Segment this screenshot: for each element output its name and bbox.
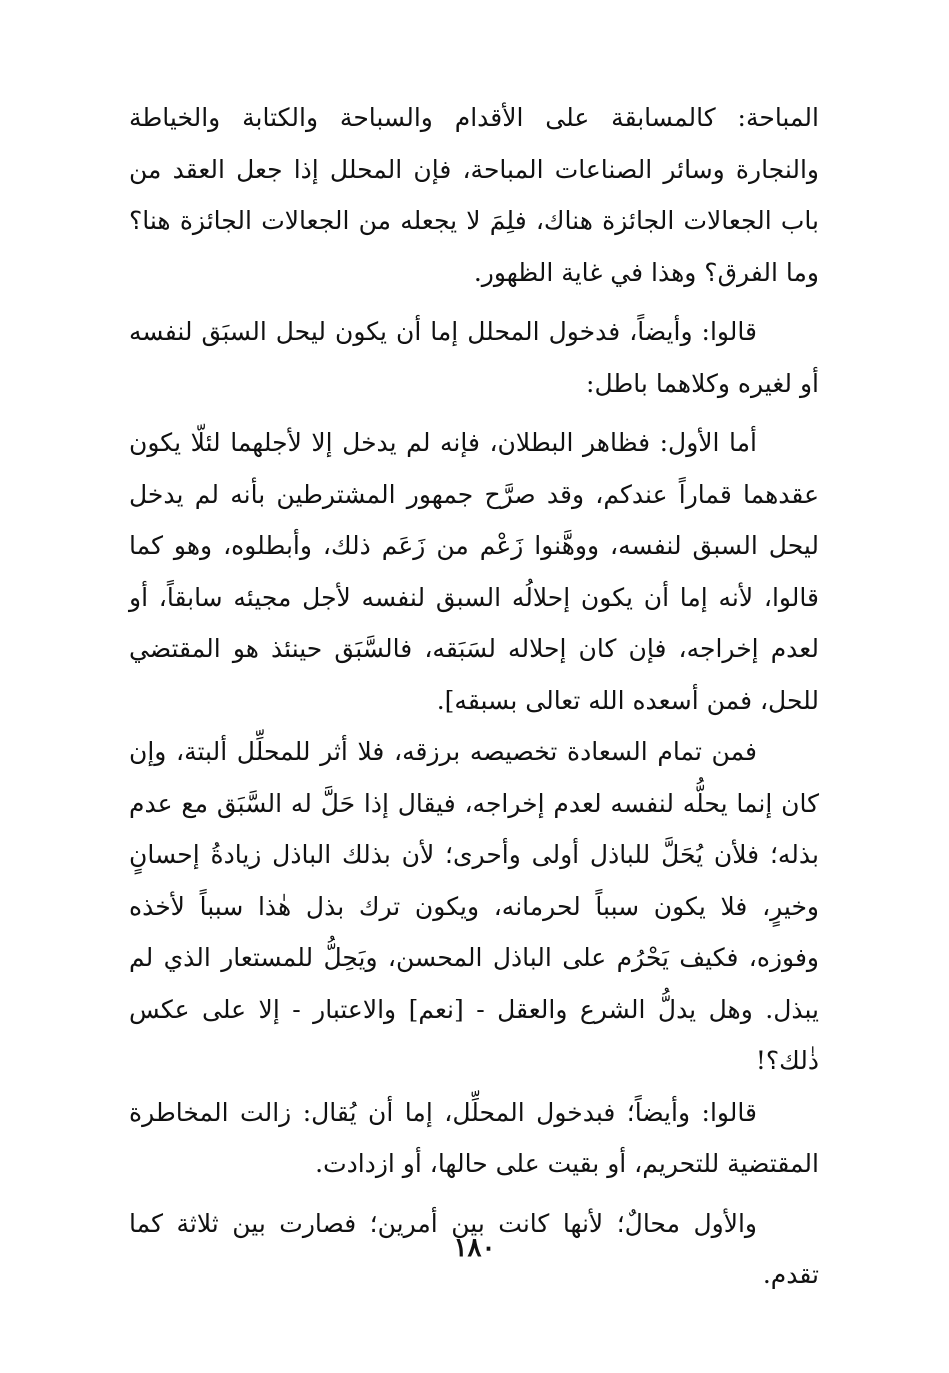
paragraph-5: قالوا: وأيضاً؛ فبدخول المحلِّل، إما أن يُقال: زالت المخاطرة المقتضية للتحريم، أو بقيت على حالها، أو ازدادت.: [129, 1097, 819, 1178]
paragraph-4: فمن تمام السعادة تخصيصه برزقه، فلا أثر للمحلِّل ألبتة، وإن كان إنما يحلُّه لنفسه لعدم إخراجه، فيقال إذا حَلَّ له السَّبَق مع عدم بذله؛ فلأن يُحَلَّ للباذل أولى وأحرى؛ لأن بذلك الباذل زيادةُ إحسانٍ وخيرٍ، فلا يكون سبباً لحرمانه، ويكون ترك بذل هٰذا سبباً لأخذه وفوزه، فكيف يَحْرُم على الباذل المحسن، ويَحِلُّ للمستعار الذي لم يبذل. وهل يدلُّ الشرع والعقل - [نعم] والاعتبار - إلا على عكس ذٰلك؟!: [129, 737, 819, 1075]
paragraph-2: قالوا: وأيضاً، فدخول المحلل إما أن يكون ليحل السبَق لنفسه أو لغيره وكلاهما باطل:: [129, 317, 819, 398]
paragraph-1: المباحة: كالمسابقة على الأقدام والسباحة والكتابة والخياطة والنجارة وسائر الصناعات المباحة، فإن المحلل إذا جعل العقد من باب الجعالات الجائزة هناك، فلِمَ لا يجعله من الجعالات الجائزة هنا؟ وما الفرق؟ وهذا في غاية الظهور.: [129, 103, 819, 287]
main-text: [129, 92, 819, 1301]
page-number: ١٨٠: [453, 1233, 496, 1263]
paragraph-3: أما الأول: فظاهر البطلان، فإنه لم يدخل إلا لأجلهما لئلّا يكون عقدهما قماراً عندكم، وقد صرَّح جمهور المشترطين بأنه لم يدخل ليحل السبق لنفسه، ووهَّنوا زَعْم من زَعَم ذلك، وأبطلوه، وهو كما قالوا، لأنه إما أن يكون إحلالُه السبق لنفسه لأجل مجيئه سابقاً، أو لعدم إخراجه، فإن كان إحلاله لسَبَقه، فالسَّبَق حينئذ هو المقتضي للحل، فمن أسعده الله تعالى بسبقه].: [129, 428, 819, 715]
paragraph-6: والأول محالٌ؛ لأنها كانت بين أمرين؛ فصارت بين ثلاثة كما تقدم.: [129, 1208, 819, 1289]
